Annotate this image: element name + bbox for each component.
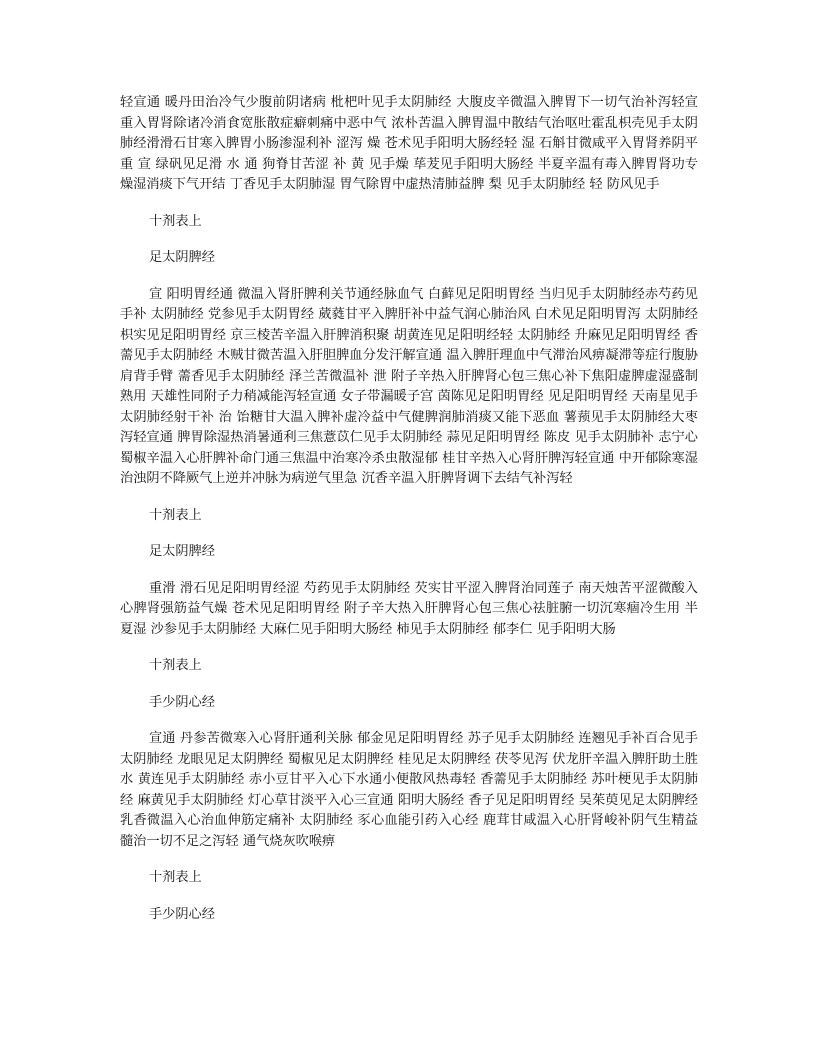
section-heading-meridian: 足太阴脾经 xyxy=(149,544,215,559)
paragraph-4: 宣通 丹参苦微寒入心肾肝通利关脉 郁金见足阳明胃经 苏子见手太阴肺经 连翘见手补百合见手太阴肺经 龙眼见足太阴脾经 蜀椒见足太阴脾经 桂见足太阴脾经 茯苓见泻 伏龙肝辛温入脾肝助土胜水 黄连见手太阴肺经 赤小豆甘平入心下水通小便散风热毒轻 香薷见手太阴肺经 苏叶梗见手太阴肺经 麻黄见手太阴肺经 灯心草甘淡平入心三宣通 阳明大肠经 香子见足阳明胃经 吴茱萸见足太阴脾经 乳香微温入心治血伸筋定痛补 太阴肺经 豕心血能引药入心经 鹿茸甘咸温入心肝肾峻补阴气生精益髓治一切不足之泻轻 通气烧灰吹喉痹 xyxy=(120,731,698,849)
paragraph-2: 宣 阳明胃经通 微温入肾肝脾利关节通经脉血气 白藓见足阳明胃经 当归见手太阴肺经赤芍药见手补 太阴肺经 党参见手太阴胃经 葳蕤甘平入脾肝补中益气润心肺治风 白术见足阳明胃泻 太阴肺经 枳实见足阳明胃经 京三棱苦辛温入肝脾消积聚 胡黄连见足阳明经轻 太阴肺经 升麻见足阳明胃经 香薷见手太阴肺经 木贼甘微苦温入肝胆脾血分发汗解宣通 温入脾肝理血中气滞治风痹凝滞等症行腹胁肩背手臂 薷香见手太阴肺经 泽兰苦微温补 泄 附子辛热入肝脾肾心包三焦心补下焦阳虚脾虚湿盛制熟用 天雄性同附子力稍减能泻轻宣通 女子带漏暖子宫 茵陈见足阳明胃经 见足阳明胃经 天南星见手太阴肺经射干补 治 饴糖甘大温入脾补虚冷益中气健脾润肺消痰又能下恶血 薯蓣见手太阴肺经大枣泻轻宣通 脾胃除湿热消暑通利三焦薏苡仁见手太阴肺经 蒜见足阳明胃经 陈皮 见手太阴肺补 志宁心 蜀椒辛温入心肝脾补命门通三焦温中治寒冷杀虫散湿郁 桂甘辛热入心肾肝脾泻轻宣通 中开郁除寒湿治浊阴不降厥气上逆并冲脉为病逆气里急 沉香辛温入肝脾肾调下去结气补泻轻 xyxy=(120,286,698,486)
section-heading-table: 十剂表上 xyxy=(149,507,202,523)
section-heading-meridian: 足太阴脾经 xyxy=(149,250,215,265)
document-page xyxy=(120,93,698,925)
section-heading-table: 十剂表上 xyxy=(149,870,202,885)
section-heading-meridian: 手少阴心经 xyxy=(149,694,215,710)
paragraph-1: 轻宣通 暖丹田治冷气少腹前阴诸病 枇杷叶见手太阴肺经 大腹皮辛微温入脾胃下一切气治补泻轻宣 重入胃肾除诸冷消食宽胀散症癖刺痛中恶中气 浓朴苦温入脾胃温中散结气治呕吐霍乱枳壳见手太阴肺经滑滑石甘寒入脾胃小肠渗湿利补 涩泻 燥 苍术见手阳明大肠经轻 湿 石斛甘微咸平入胃肾养阴平重 宣 绿矾见足滑 水 通 狗脊甘苦涩 补 黄 见手燥 荜茇见手阳明大肠经 半夏辛温有毒入脾胃肾功专燥湿消痰下气开结 丁香见手太阴肺湿 胃气除胃中虚热清肺益脾 梨 见手太阴肺经 轻 防风见手 xyxy=(120,95,698,192)
section-heading-table: 十剂表上 xyxy=(149,213,202,229)
section-heading-meridian: 手少阴心经 xyxy=(149,906,215,922)
section-heading-table: 十剂表上 xyxy=(149,658,202,673)
paragraph-3: 重滑 滑石见足阳明胃经涩 芍药见手太阴肺经 芡实甘平涩入脾肾治同莲子 南天烛苦平涩微酸入心脾肾强筋益气燥 苍术见足阳明胃经 附子辛大热入肝脾肾心包三焦心祛脏腑一切沉寒痼冷生用 半夏湿 沙参见手太阴肺经 大麻仁见手阳明大肠经 柿见手太阴肺经 郁李仁 见手阳明大肠 xyxy=(120,580,698,637)
